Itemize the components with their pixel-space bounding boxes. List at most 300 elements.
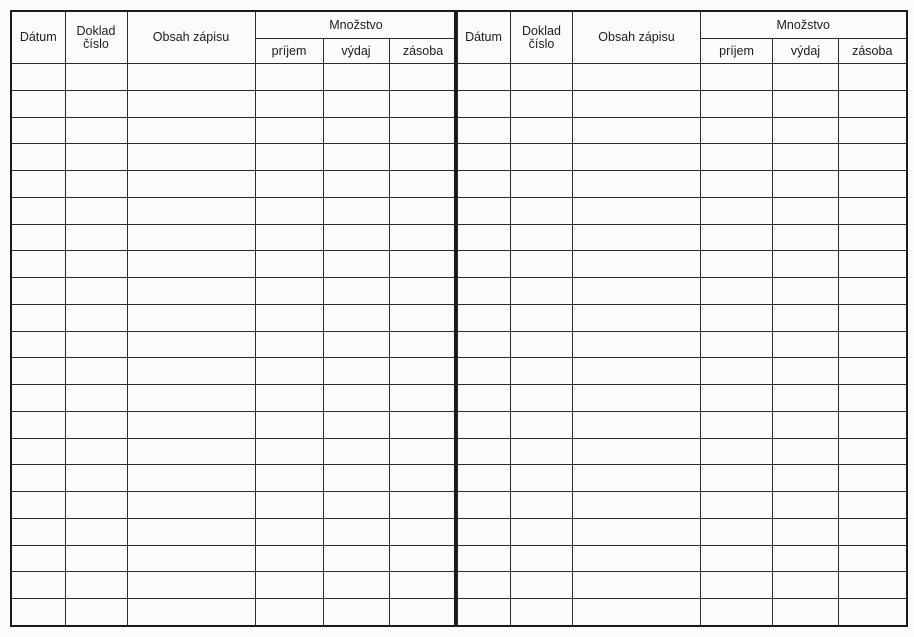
cell-obsah-zapisu[interactable] (127, 518, 255, 545)
header-prijem: príjem (701, 39, 773, 64)
ledger-table-right (456, 10, 908, 627)
cell-vydaj[interactable] (773, 117, 839, 144)
cell-obsah-zapisu[interactable] (573, 572, 701, 599)
cell-prijem[interactable] (255, 545, 323, 572)
cell-prijem[interactable] (255, 465, 323, 492)
cell-obsah-zapisu[interactable] (127, 278, 255, 305)
header-zasoba: zásoba (839, 39, 907, 64)
cell-prijem[interactable] (255, 251, 323, 278)
ledger-row (457, 64, 907, 91)
cell-datum[interactable] (457, 117, 511, 144)
ledger-row (457, 90, 907, 117)
ledger-row (11, 278, 457, 305)
cell-vydaj[interactable] (773, 171, 839, 198)
cell-vydaj[interactable] (773, 197, 839, 224)
ledger-row (457, 251, 907, 278)
cell-vydaj[interactable] (323, 304, 389, 331)
cell-doklad-cislo[interactable] (65, 572, 127, 599)
cell-doklad-cislo[interactable] (511, 331, 573, 358)
header-datum: Dátum (457, 11, 511, 64)
cell-obsah-zapisu[interactable] (127, 385, 255, 412)
cell-vydaj[interactable] (773, 545, 839, 572)
cell-vydaj[interactable] (323, 385, 389, 412)
cell-vydaj[interactable] (773, 304, 839, 331)
cell-obsah-zapisu[interactable] (573, 385, 701, 412)
cell-zasoba[interactable] (839, 90, 907, 117)
cell-zasoba[interactable] (839, 572, 907, 599)
cell-vydaj[interactable] (323, 492, 389, 519)
cell-prijem[interactable] (701, 331, 773, 358)
cell-datum[interactable] (11, 278, 65, 305)
cell-zasoba[interactable] (389, 385, 457, 412)
cell-vydaj[interactable] (773, 518, 839, 545)
cell-doklad-cislo[interactable] (65, 545, 127, 572)
cell-vydaj[interactable] (323, 278, 389, 305)
cell-vydaj[interactable] (773, 90, 839, 117)
cell-prijem[interactable] (255, 572, 323, 599)
ledger-row (457, 304, 907, 331)
cell-doklad-cislo[interactable] (511, 465, 573, 492)
cell-vydaj[interactable] (323, 358, 389, 385)
cell-datum[interactable] (457, 197, 511, 224)
cell-zasoba[interactable] (839, 438, 907, 465)
cell-zasoba[interactable] (389, 64, 457, 91)
cell-prijem[interactable] (701, 518, 773, 545)
cell-obsah-zapisu[interactable] (573, 278, 701, 305)
cell-doklad-cislo[interactable] (511, 545, 573, 572)
cell-doklad-cislo[interactable] (511, 224, 573, 251)
cell-prijem[interactable] (701, 411, 773, 438)
cell-obsah-zapisu[interactable] (573, 438, 701, 465)
cell-prijem[interactable] (701, 599, 773, 627)
cell-zasoba[interactable] (389, 492, 457, 519)
cell-obsah-zapisu[interactable] (573, 171, 701, 198)
cell-obsah-zapisu[interactable] (127, 492, 255, 519)
cell-doklad-cislo[interactable] (511, 144, 573, 171)
cell-zasoba[interactable] (839, 385, 907, 412)
cell-vydaj[interactable] (773, 438, 839, 465)
cell-doklad-cislo[interactable] (511, 358, 573, 385)
cell-vydaj[interactable] (323, 90, 389, 117)
cell-prijem[interactable] (255, 90, 323, 117)
cell-datum[interactable] (457, 438, 511, 465)
cell-prijem[interactable] (255, 518, 323, 545)
cell-datum[interactable] (11, 572, 65, 599)
cell-vydaj[interactable] (773, 331, 839, 358)
cell-prijem[interactable] (255, 599, 323, 627)
cell-datum[interactable] (457, 224, 511, 251)
cell-datum[interactable] (457, 465, 511, 492)
cell-datum[interactable] (11, 90, 65, 117)
cell-doklad-cislo[interactable] (65, 492, 127, 519)
cell-obsah-zapisu[interactable] (127, 197, 255, 224)
cell-obsah-zapisu[interactable] (127, 438, 255, 465)
cell-datum[interactable] (11, 492, 65, 519)
cell-obsah-zapisu[interactable] (573, 411, 701, 438)
cell-prijem[interactable] (255, 492, 323, 519)
cell-datum[interactable] (11, 411, 65, 438)
header-mnozstvo: Množstvo (255, 11, 457, 39)
cell-vydaj[interactable] (773, 492, 839, 519)
cell-obsah-zapisu[interactable] (127, 224, 255, 251)
cell-datum[interactable] (11, 224, 65, 251)
cell-datum[interactable] (457, 64, 511, 91)
center-divider (454, 10, 457, 627)
cell-doklad-cislo[interactable] (65, 278, 127, 305)
ledger-row (457, 144, 907, 171)
cell-doklad-cislo[interactable] (511, 90, 573, 117)
cell-doklad-cislo[interactable] (511, 304, 573, 331)
cell-datum[interactable] (457, 278, 511, 305)
cell-datum[interactable] (457, 331, 511, 358)
cell-obsah-zapisu[interactable] (127, 465, 255, 492)
cell-zasoba[interactable] (839, 545, 907, 572)
ledger-row (457, 492, 907, 519)
ledger-row (457, 545, 907, 572)
cell-zasoba[interactable] (839, 304, 907, 331)
cell-vydaj[interactable] (323, 224, 389, 251)
cell-obsah-zapisu[interactable] (127, 545, 255, 572)
cell-prijem[interactable] (255, 438, 323, 465)
cell-prijem[interactable] (255, 64, 323, 91)
cell-obsah-zapisu[interactable] (573, 304, 701, 331)
cell-vydaj[interactable] (323, 572, 389, 599)
cell-prijem[interactable] (701, 385, 773, 412)
cell-prijem[interactable] (701, 438, 773, 465)
ledger-row (457, 171, 907, 198)
cell-datum[interactable] (11, 64, 65, 91)
cell-doklad-cislo[interactable] (65, 465, 127, 492)
cell-prijem[interactable] (701, 358, 773, 385)
ledger-row (11, 411, 457, 438)
cell-doklad-cislo[interactable] (511, 64, 573, 91)
cell-datum[interactable] (11, 331, 65, 358)
cell-vydaj[interactable] (323, 64, 389, 91)
cell-zasoba[interactable] (839, 518, 907, 545)
cell-obsah-zapisu[interactable] (573, 599, 701, 627)
cell-obsah-zapisu[interactable] (573, 465, 701, 492)
cell-vydaj[interactable] (773, 599, 839, 627)
cell-zasoba[interactable] (389, 144, 457, 171)
cell-obsah-zapisu[interactable] (127, 251, 255, 278)
cell-zasoba[interactable] (389, 411, 457, 438)
cell-obsah-zapisu[interactable] (573, 251, 701, 278)
cell-obsah-zapisu[interactable] (127, 304, 255, 331)
cell-doklad-cislo[interactable] (65, 385, 127, 412)
cell-datum[interactable] (457, 545, 511, 572)
ledger-panel-right (456, 10, 906, 627)
cell-vydaj[interactable] (773, 224, 839, 251)
cell-doklad-cislo[interactable] (65, 251, 127, 278)
cell-datum[interactable] (457, 411, 511, 438)
cell-vydaj[interactable] (323, 518, 389, 545)
cell-zasoba[interactable] (389, 224, 457, 251)
cell-doklad-cislo[interactable] (65, 144, 127, 171)
cell-zasoba[interactable] (389, 518, 457, 545)
ledger-row (11, 64, 457, 91)
ledger-row (11, 117, 457, 144)
cell-prijem[interactable] (255, 411, 323, 438)
cell-prijem[interactable] (255, 304, 323, 331)
ledger-body-left (11, 64, 457, 627)
cell-datum[interactable] (11, 171, 65, 198)
cell-obsah-zapisu[interactable] (573, 224, 701, 251)
cell-datum[interactable] (457, 171, 511, 198)
cell-prijem[interactable] (701, 545, 773, 572)
cell-doklad-cislo[interactable] (65, 171, 127, 198)
cell-datum[interactable] (11, 518, 65, 545)
cell-vydaj[interactable] (323, 117, 389, 144)
cell-obsah-zapisu[interactable] (127, 144, 255, 171)
header-obsah-zapisu: Obsah zápisu (127, 11, 255, 64)
header-datum: Dátum (11, 11, 65, 64)
cell-vydaj[interactable] (323, 599, 389, 627)
cell-zasoba[interactable] (389, 278, 457, 305)
header-vydaj: výdaj (773, 39, 839, 64)
ledger-row (457, 599, 907, 627)
cell-datum[interactable] (457, 90, 511, 117)
cell-prijem[interactable] (255, 171, 323, 198)
ledger-row (457, 224, 907, 251)
cell-zasoba[interactable] (839, 411, 907, 438)
ledger-row (457, 465, 907, 492)
cell-vydaj[interactable] (323, 465, 389, 492)
ledger-row (11, 518, 457, 545)
cell-datum[interactable] (11, 251, 65, 278)
cell-prijem[interactable] (701, 64, 773, 91)
cell-doklad-cislo[interactable] (65, 518, 127, 545)
cell-zasoba[interactable] (389, 90, 457, 117)
cell-vydaj[interactable] (773, 385, 839, 412)
cell-zasoba[interactable] (839, 64, 907, 91)
cell-doklad-cislo[interactable] (511, 117, 573, 144)
cell-doklad-cislo[interactable] (511, 599, 573, 627)
cell-vydaj[interactable] (773, 278, 839, 305)
cell-doklad-cislo[interactable] (511, 492, 573, 519)
header-doklad-line1: Doklad (76, 23, 116, 38)
cell-doklad-cislo[interactable] (65, 599, 127, 627)
ledger-row (11, 545, 457, 572)
cell-obsah-zapisu[interactable] (127, 411, 255, 438)
cell-prijem[interactable] (701, 492, 773, 519)
cell-zasoba[interactable] (839, 599, 907, 627)
cell-vydaj[interactable] (773, 411, 839, 438)
cell-datum[interactable] (457, 358, 511, 385)
cell-doklad-cislo[interactable] (65, 90, 127, 117)
cell-doklad-cislo[interactable] (65, 224, 127, 251)
ledger-row (11, 304, 457, 331)
cell-vydaj[interactable] (773, 465, 839, 492)
cell-obsah-zapisu[interactable] (127, 117, 255, 144)
ledger-row (11, 224, 457, 251)
cell-doklad-cislo[interactable] (65, 64, 127, 91)
cell-doklad-cislo[interactable] (65, 438, 127, 465)
cell-obsah-zapisu[interactable] (127, 64, 255, 91)
cell-vydaj[interactable] (773, 64, 839, 91)
cell-doklad-cislo[interactable] (511, 278, 573, 305)
cell-obsah-zapisu[interactable] (573, 90, 701, 117)
cell-prijem[interactable] (701, 251, 773, 278)
cell-prijem[interactable] (701, 224, 773, 251)
cell-obsah-zapisu[interactable] (573, 545, 701, 572)
cell-datum[interactable] (11, 117, 65, 144)
cell-prijem[interactable] (255, 331, 323, 358)
cell-datum[interactable] (457, 518, 511, 545)
cell-prijem[interactable] (701, 304, 773, 331)
ledger-row (457, 518, 907, 545)
cell-zasoba[interactable] (389, 304, 457, 331)
cell-datum[interactable] (11, 304, 65, 331)
cell-obsah-zapisu[interactable] (127, 331, 255, 358)
ledger-row (457, 197, 907, 224)
cell-datum[interactable] (11, 144, 65, 171)
cell-zasoba[interactable] (389, 438, 457, 465)
cell-zasoba[interactable] (389, 117, 457, 144)
cell-zasoba[interactable] (839, 278, 907, 305)
cell-datum[interactable] (457, 599, 511, 627)
cell-obsah-zapisu[interactable] (573, 197, 701, 224)
cell-datum[interactable] (457, 385, 511, 412)
cell-datum[interactable] (11, 465, 65, 492)
cell-datum[interactable] (457, 251, 511, 278)
cell-zasoba[interactable] (389, 572, 457, 599)
header-doklad-cislo (65, 11, 127, 64)
header-mnozstvo: Množstvo (701, 11, 907, 39)
ledger-panel-left (10, 10, 456, 627)
header-zasoba: zásoba (389, 39, 457, 64)
ledger-row (457, 358, 907, 385)
cell-datum[interactable] (11, 358, 65, 385)
cell-obsah-zapisu[interactable] (573, 492, 701, 519)
cell-zasoba[interactable] (839, 358, 907, 385)
cell-prijem[interactable] (701, 465, 773, 492)
cell-prijem[interactable] (255, 117, 323, 144)
cell-obsah-zapisu[interactable] (573, 144, 701, 171)
cell-doklad-cislo[interactable] (511, 171, 573, 198)
header-doklad-line2: číslo (528, 36, 555, 51)
cell-datum[interactable] (11, 545, 65, 572)
cell-zasoba[interactable] (839, 251, 907, 278)
cell-obsah-zapisu[interactable] (127, 599, 255, 627)
cell-obsah-zapisu[interactable] (573, 64, 701, 91)
cell-datum[interactable] (457, 304, 511, 331)
cell-obsah-zapisu[interactable] (127, 358, 255, 385)
cell-prijem[interactable] (255, 358, 323, 385)
cell-zasoba[interactable] (389, 599, 457, 627)
cell-vydaj[interactable] (323, 171, 389, 198)
cell-doklad-cislo[interactable] (511, 385, 573, 412)
cell-zasoba[interactable] (839, 144, 907, 171)
cell-zasoba[interactable] (389, 251, 457, 278)
cell-doklad-cislo[interactable] (511, 572, 573, 599)
cell-zasoba[interactable] (839, 171, 907, 198)
cell-zasoba[interactable] (839, 117, 907, 144)
cell-prijem[interactable] (701, 197, 773, 224)
cell-doklad-cislo[interactable] (65, 411, 127, 438)
cell-prijem[interactable] (255, 385, 323, 412)
cell-zasoba[interactable] (389, 358, 457, 385)
cell-obsah-zapisu[interactable] (127, 572, 255, 599)
cell-prijem[interactable] (701, 171, 773, 198)
cell-datum[interactable] (11, 438, 65, 465)
ledger-row (11, 197, 457, 224)
cell-zasoba[interactable] (839, 465, 907, 492)
cell-zasoba[interactable] (839, 197, 907, 224)
cell-doklad-cislo[interactable] (511, 197, 573, 224)
cell-doklad-cislo[interactable] (511, 438, 573, 465)
cell-doklad-cislo[interactable] (65, 117, 127, 144)
cell-zasoba[interactable] (389, 465, 457, 492)
ledger-row (457, 438, 907, 465)
cell-prijem[interactable] (701, 90, 773, 117)
cell-vydaj[interactable] (323, 251, 389, 278)
cell-obsah-zapisu[interactable] (573, 331, 701, 358)
cell-prijem[interactable] (701, 117, 773, 144)
ledger-row (457, 331, 907, 358)
cell-prijem[interactable] (255, 197, 323, 224)
cell-zasoba[interactable] (839, 492, 907, 519)
cell-obsah-zapisu[interactable] (573, 117, 701, 144)
cell-prijem[interactable] (255, 278, 323, 305)
cell-zasoba[interactable] (389, 171, 457, 198)
cell-zasoba[interactable] (389, 197, 457, 224)
cell-datum[interactable] (11, 599, 65, 627)
cell-vydaj[interactable] (323, 331, 389, 358)
cell-datum[interactable] (457, 492, 511, 519)
cell-obsah-zapisu[interactable] (573, 518, 701, 545)
ledger-row (11, 144, 457, 171)
cell-zasoba[interactable] (389, 545, 457, 572)
cell-doklad-cislo[interactable] (65, 358, 127, 385)
ledger-row (11, 171, 457, 198)
cell-obsah-zapisu[interactable] (127, 90, 255, 117)
cell-doklad-cislo[interactable] (511, 518, 573, 545)
cell-doklad-cislo[interactable] (511, 411, 573, 438)
cell-doklad-cislo[interactable] (65, 197, 127, 224)
cell-datum[interactable] (11, 197, 65, 224)
cell-datum[interactable] (11, 385, 65, 412)
cell-prijem[interactable] (701, 278, 773, 305)
cell-vydaj[interactable] (773, 572, 839, 599)
cell-doklad-cislo[interactable] (65, 304, 127, 331)
cell-vydaj[interactable] (323, 545, 389, 572)
cell-vydaj[interactable] (773, 251, 839, 278)
cell-zasoba[interactable] (389, 331, 457, 358)
cell-vydaj[interactable] (773, 144, 839, 171)
header-prijem: príjem (255, 39, 323, 64)
cell-obsah-zapisu[interactable] (127, 171, 255, 198)
cell-datum[interactable] (457, 572, 511, 599)
ledger-row (11, 358, 457, 385)
cell-prijem[interactable] (701, 572, 773, 599)
cell-prijem[interactable] (255, 224, 323, 251)
cell-datum[interactable] (457, 144, 511, 171)
cell-obsah-zapisu[interactable] (573, 358, 701, 385)
cell-vydaj[interactable] (773, 358, 839, 385)
cell-zasoba[interactable] (839, 331, 907, 358)
cell-vydaj[interactable] (323, 197, 389, 224)
header-obsah-zapisu: Obsah zápisu (573, 11, 701, 64)
cell-doklad-cislo[interactable] (65, 331, 127, 358)
cell-vydaj[interactable] (323, 144, 389, 171)
cell-zasoba[interactable] (839, 224, 907, 251)
cell-prijem[interactable] (701, 144, 773, 171)
cell-vydaj[interactable] (323, 411, 389, 438)
cell-prijem[interactable] (255, 144, 323, 171)
ledger-row (11, 438, 457, 465)
cell-doklad-cislo[interactable] (511, 251, 573, 278)
cell-vydaj[interactable] (323, 438, 389, 465)
